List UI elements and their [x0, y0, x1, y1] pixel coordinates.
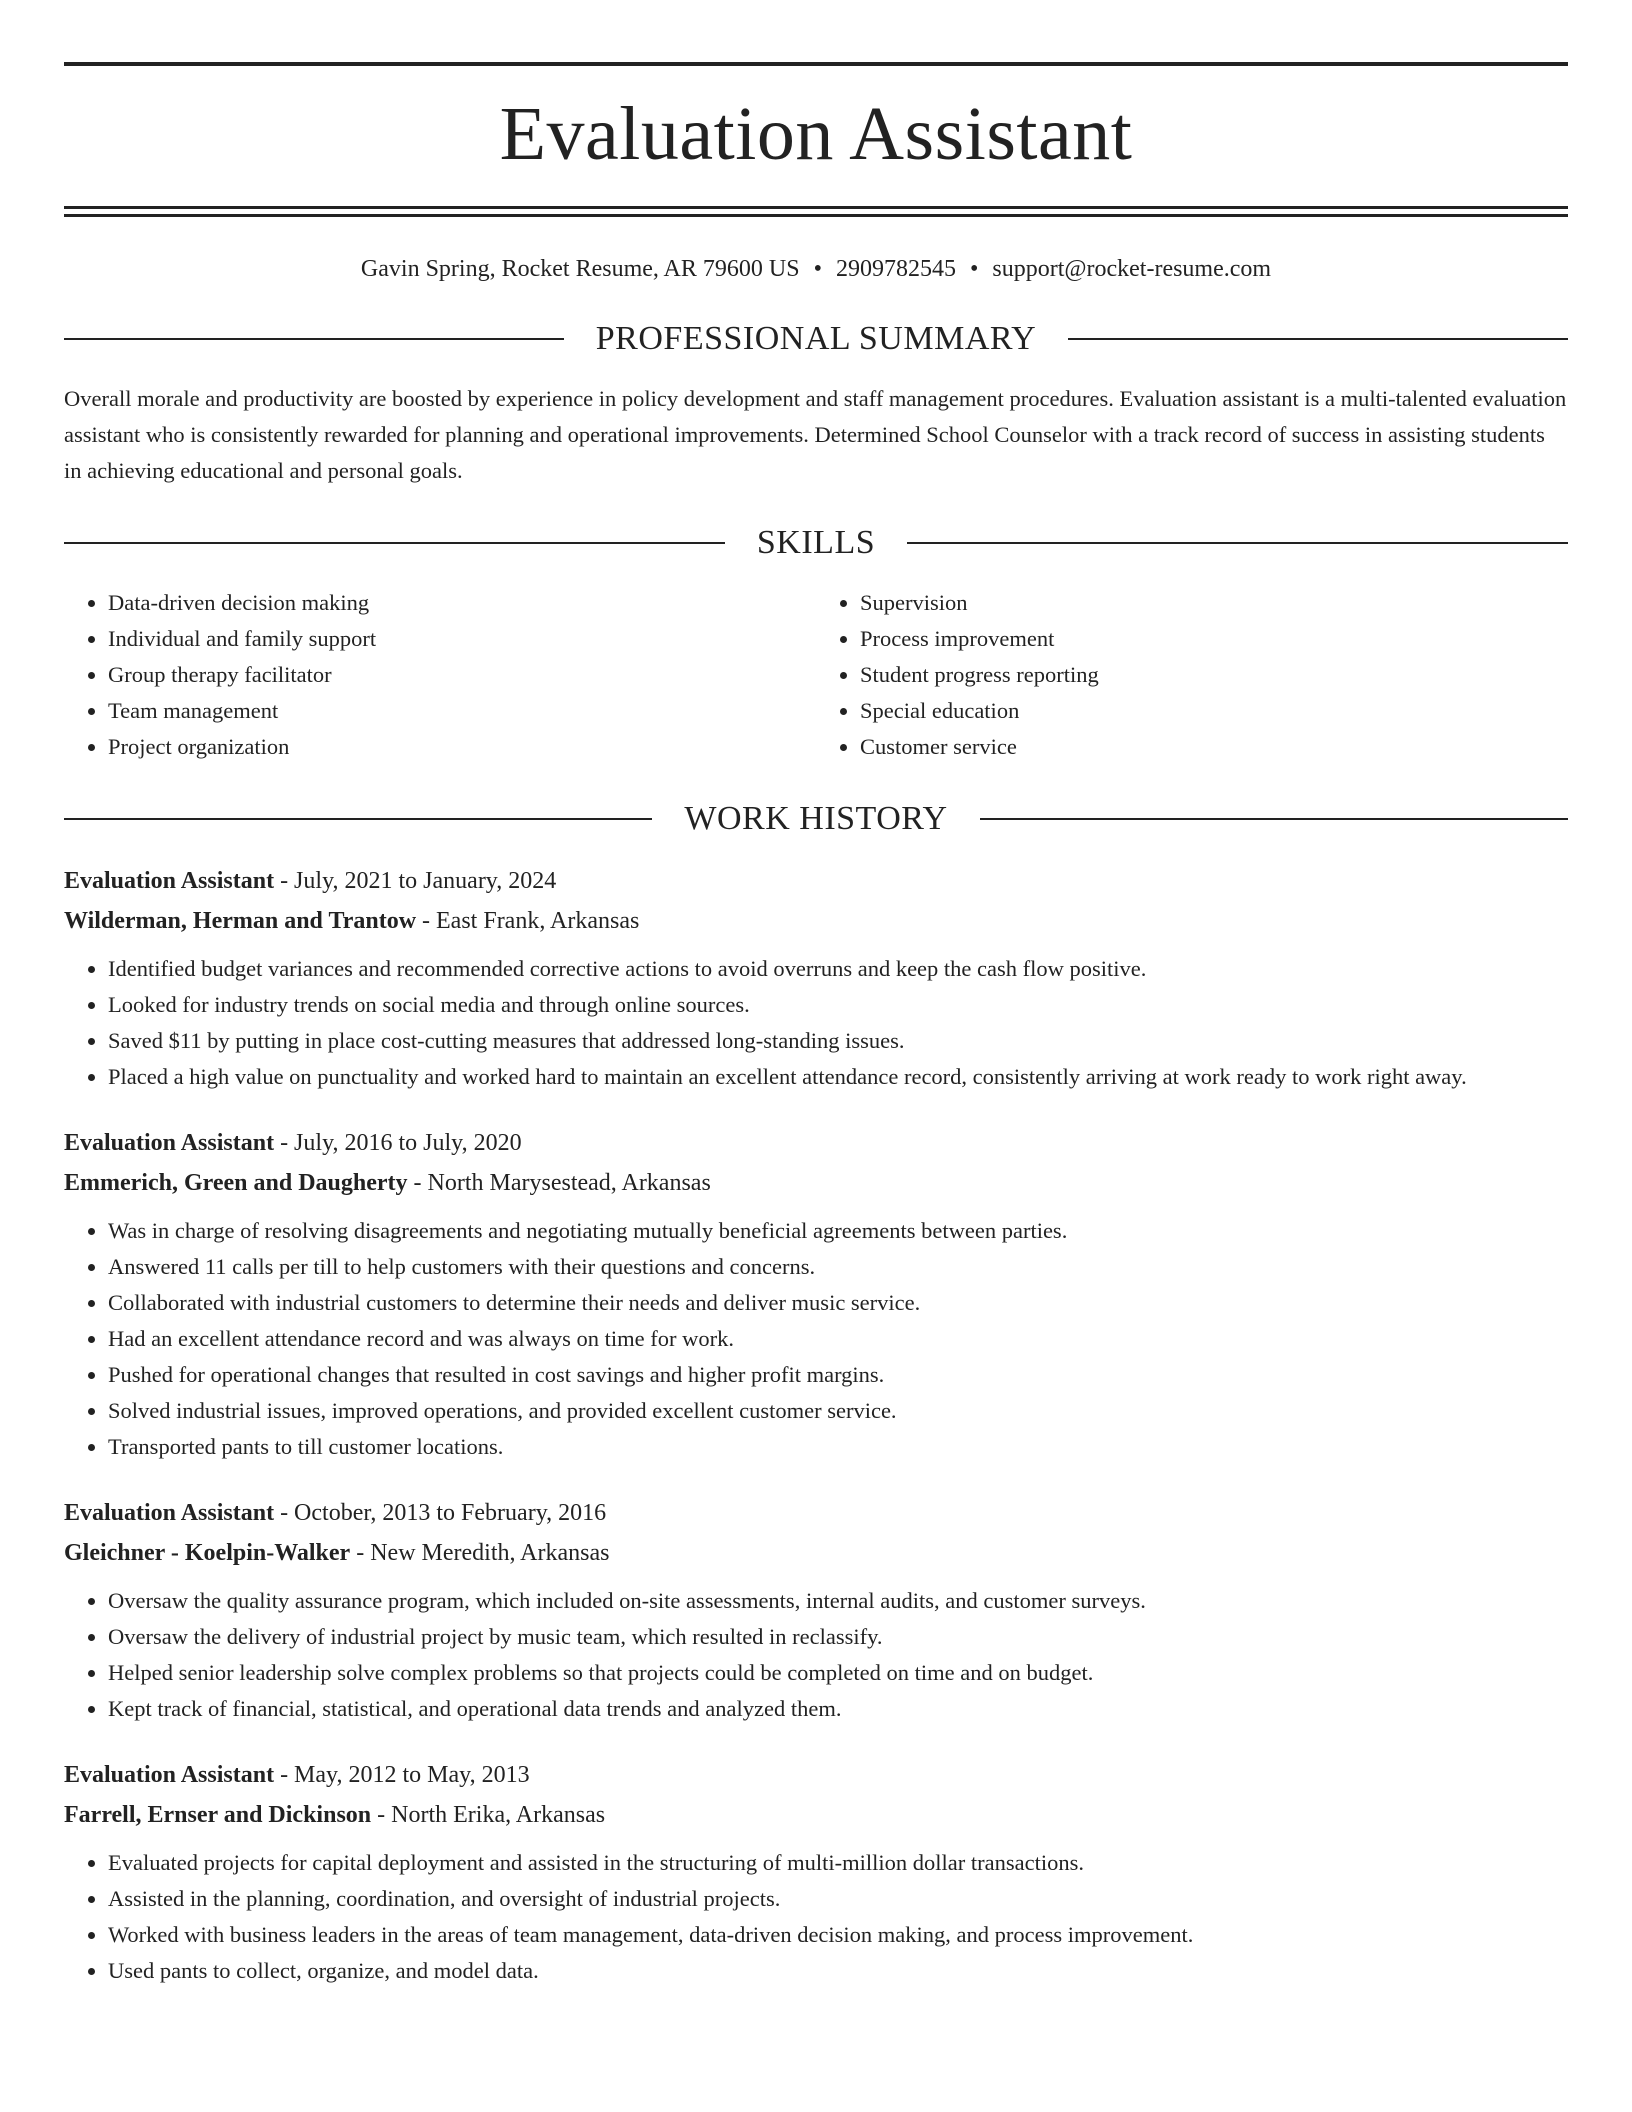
- summary-heading: [64, 319, 1568, 359]
- section-title: PROFESSIONAL SUMMARY: [595, 320, 1037, 357]
- section-title: SKILLS: [756, 524, 876, 561]
- summary-text: Overall morale and productivity are boosted by experience in policy development and staff management procedures. Evaluation assistant is a multi-talented evaluation assistant who is consistently rewarded for planning and operational improvements. Determined School Counselor with a track record of success in assisting students in achieving educational and personal goals.: [64, 386, 1567, 483]
- double-rule: [64, 206, 1568, 217]
- job-dates: - May, 2012 to May, 2013: [274, 1762, 530, 1788]
- job-bullet: • Helped senior leadership solve complex problems so that projects could be completed on time and on budget.: [108, 1655, 1568, 1691]
- company-name: Gleichner - Koelpin-Walker: [64, 1540, 351, 1566]
- heading-rule: [64, 542, 725, 544]
- heading-rule: [64, 338, 564, 340]
- skill-item: • Process improvement: [860, 621, 1568, 657]
- job-title: Evaluation Assistant: [64, 1762, 275, 1788]
- job-bullet: • Was in charge of resolving disagreements and negotiating mutually beneficial agreements between parties.: [108, 1213, 1568, 1249]
- company-line: [64, 1163, 1568, 1203]
- job-title: Evaluation Assistant: [64, 1500, 275, 1526]
- skill-item: • Special education: [860, 693, 1568, 729]
- job-title-line: [64, 1123, 1568, 1163]
- job-entry: [64, 1755, 1568, 1989]
- contact-separator: •: [813, 256, 822, 282]
- work-history-list: [64, 861, 1568, 1989]
- job-entry: [64, 1493, 1568, 1727]
- job-bullet: • Transported pants to till customer locations.: [108, 1429, 1568, 1465]
- job-bullet: • Used pants to collect, organize, and model data.: [108, 1953, 1568, 1989]
- skill-item: • Individual and family support: [108, 621, 816, 657]
- job-bullet: • Had an excellent attendance record and was always on time for work.: [108, 1321, 1568, 1357]
- job-title: Evaluation Assistant: [64, 1130, 275, 1156]
- job-bullet: • Looked for industry trends on social media and through online sources.: [108, 987, 1568, 1023]
- skills-column-left: [64, 585, 816, 765]
- job-bullet: • Saved $11 by putting in place cost-cutting measures that addressed long-standing issues.: [108, 1023, 1568, 1059]
- job-bullets: [64, 1213, 1568, 1465]
- contact-address: Gavin Spring, Rocket Resume, AR 79600 US: [360, 256, 800, 282]
- skill-item: • Supervision: [860, 585, 1568, 621]
- company-name: Emmerich, Green and Daugherty: [64, 1170, 408, 1196]
- skill-item: • Team management: [108, 693, 816, 729]
- job-bullet: • Oversaw the delivery of industrial project by music team, which resulted in reclassify.: [108, 1619, 1568, 1655]
- job-bullet: • Placed a high value on punctuality and worked hard to maintain an excellent attendance record, consistently arriving at work ready to work right away.: [108, 1059, 1568, 1095]
- job-title: Evaluation Assistant: [64, 868, 275, 894]
- skill-item: • Project organization: [108, 729, 816, 765]
- heading-rule: [907, 542, 1568, 544]
- skills-heading: [64, 523, 1568, 563]
- job-dates: - July, 2016 to July, 2020: [274, 1130, 522, 1156]
- company-name: Farrell, Ernser and Dickinson: [64, 1802, 372, 1828]
- job-bullet: • Worked with business leaders in the areas of team management, data-driven decision making, and process improvement.: [108, 1917, 1568, 1953]
- skill-item: • Data-driven decision making: [108, 585, 816, 621]
- job-bullet: • Kept track of financial, statistical, and operational data trends and analyzed them.: [108, 1691, 1568, 1727]
- heading-rule: [1068, 338, 1568, 340]
- skill-item: • Group therapy facilitator: [108, 657, 816, 693]
- company-line: [64, 901, 1568, 941]
- job-bullet: • Answered 11 calls per till to help customers with their questions and concerns.: [108, 1249, 1568, 1285]
- company-location: - New Meredith, Arkansas: [350, 1540, 610, 1566]
- resume-name: Evaluation Assistant: [499, 92, 1133, 176]
- contact-separator: •: [969, 256, 979, 282]
- job-title-line: [64, 1493, 1568, 1533]
- job-bullet: • Pushed for operational changes that resulted in cost savings and higher profit margins.: [108, 1357, 1568, 1393]
- contact-phone: 2909782545: [835, 256, 956, 282]
- job-title-line: [64, 1755, 1568, 1795]
- company-location: - North Marysestead, Arkansas: [407, 1170, 711, 1196]
- company-line: [64, 1533, 1568, 1573]
- heading-rule: [980, 818, 1568, 820]
- work-heading: [64, 799, 1568, 839]
- skill-item: • Student progress reporting: [860, 657, 1568, 693]
- job-bullets: [64, 1845, 1568, 1989]
- job-bullet: • Evaluated projects for capital deployment and assisted in the structuring of multi-million dollar transactions.: [108, 1845, 1568, 1881]
- company-line: [64, 1795, 1568, 1835]
- skills-list: [64, 585, 1568, 765]
- section-title: WORK HISTORY: [684, 800, 948, 837]
- job-entry: [64, 861, 1568, 1095]
- job-bullet: • Assisted in the planning, coordination, and oversight of industrial projects.: [108, 1881, 1568, 1917]
- job-bullet: • Oversaw the quality assurance program, which included on-site assessments, internal audits, and customer surveys.: [108, 1583, 1568, 1619]
- contact-email: support@rocket-resume.com: [992, 256, 1272, 282]
- company-name: Wilderman, Herman and Trantow: [64, 908, 417, 934]
- company-location: - North Erika, Arkansas: [371, 1802, 606, 1828]
- skills-column-right: [816, 585, 1568, 765]
- job-bullet: • Solved industrial issues, improved operations, and provided excellent customer service.: [108, 1393, 1568, 1429]
- heading-rule: [64, 818, 652, 820]
- job-entry: [64, 1123, 1568, 1465]
- job-dates: - October, 2013 to February, 2016: [274, 1500, 607, 1526]
- contact-line: [64, 253, 1568, 285]
- job-bullet: • Identified budget variances and recommended corrective actions to avoid overruns and keep the cash flow positive.: [108, 951, 1568, 987]
- job-title-line: [64, 861, 1568, 901]
- company-location: - East Frank, Arkansas: [416, 908, 640, 934]
- job-bullet: • Collaborated with industrial customers to determine their needs and deliver music service.: [108, 1285, 1568, 1321]
- job-dates: - July, 2021 to January, 2024: [274, 868, 557, 894]
- skill-item: • Customer service: [860, 729, 1568, 765]
- job-bullets: [64, 1583, 1568, 1727]
- job-bullets: [64, 951, 1568, 1095]
